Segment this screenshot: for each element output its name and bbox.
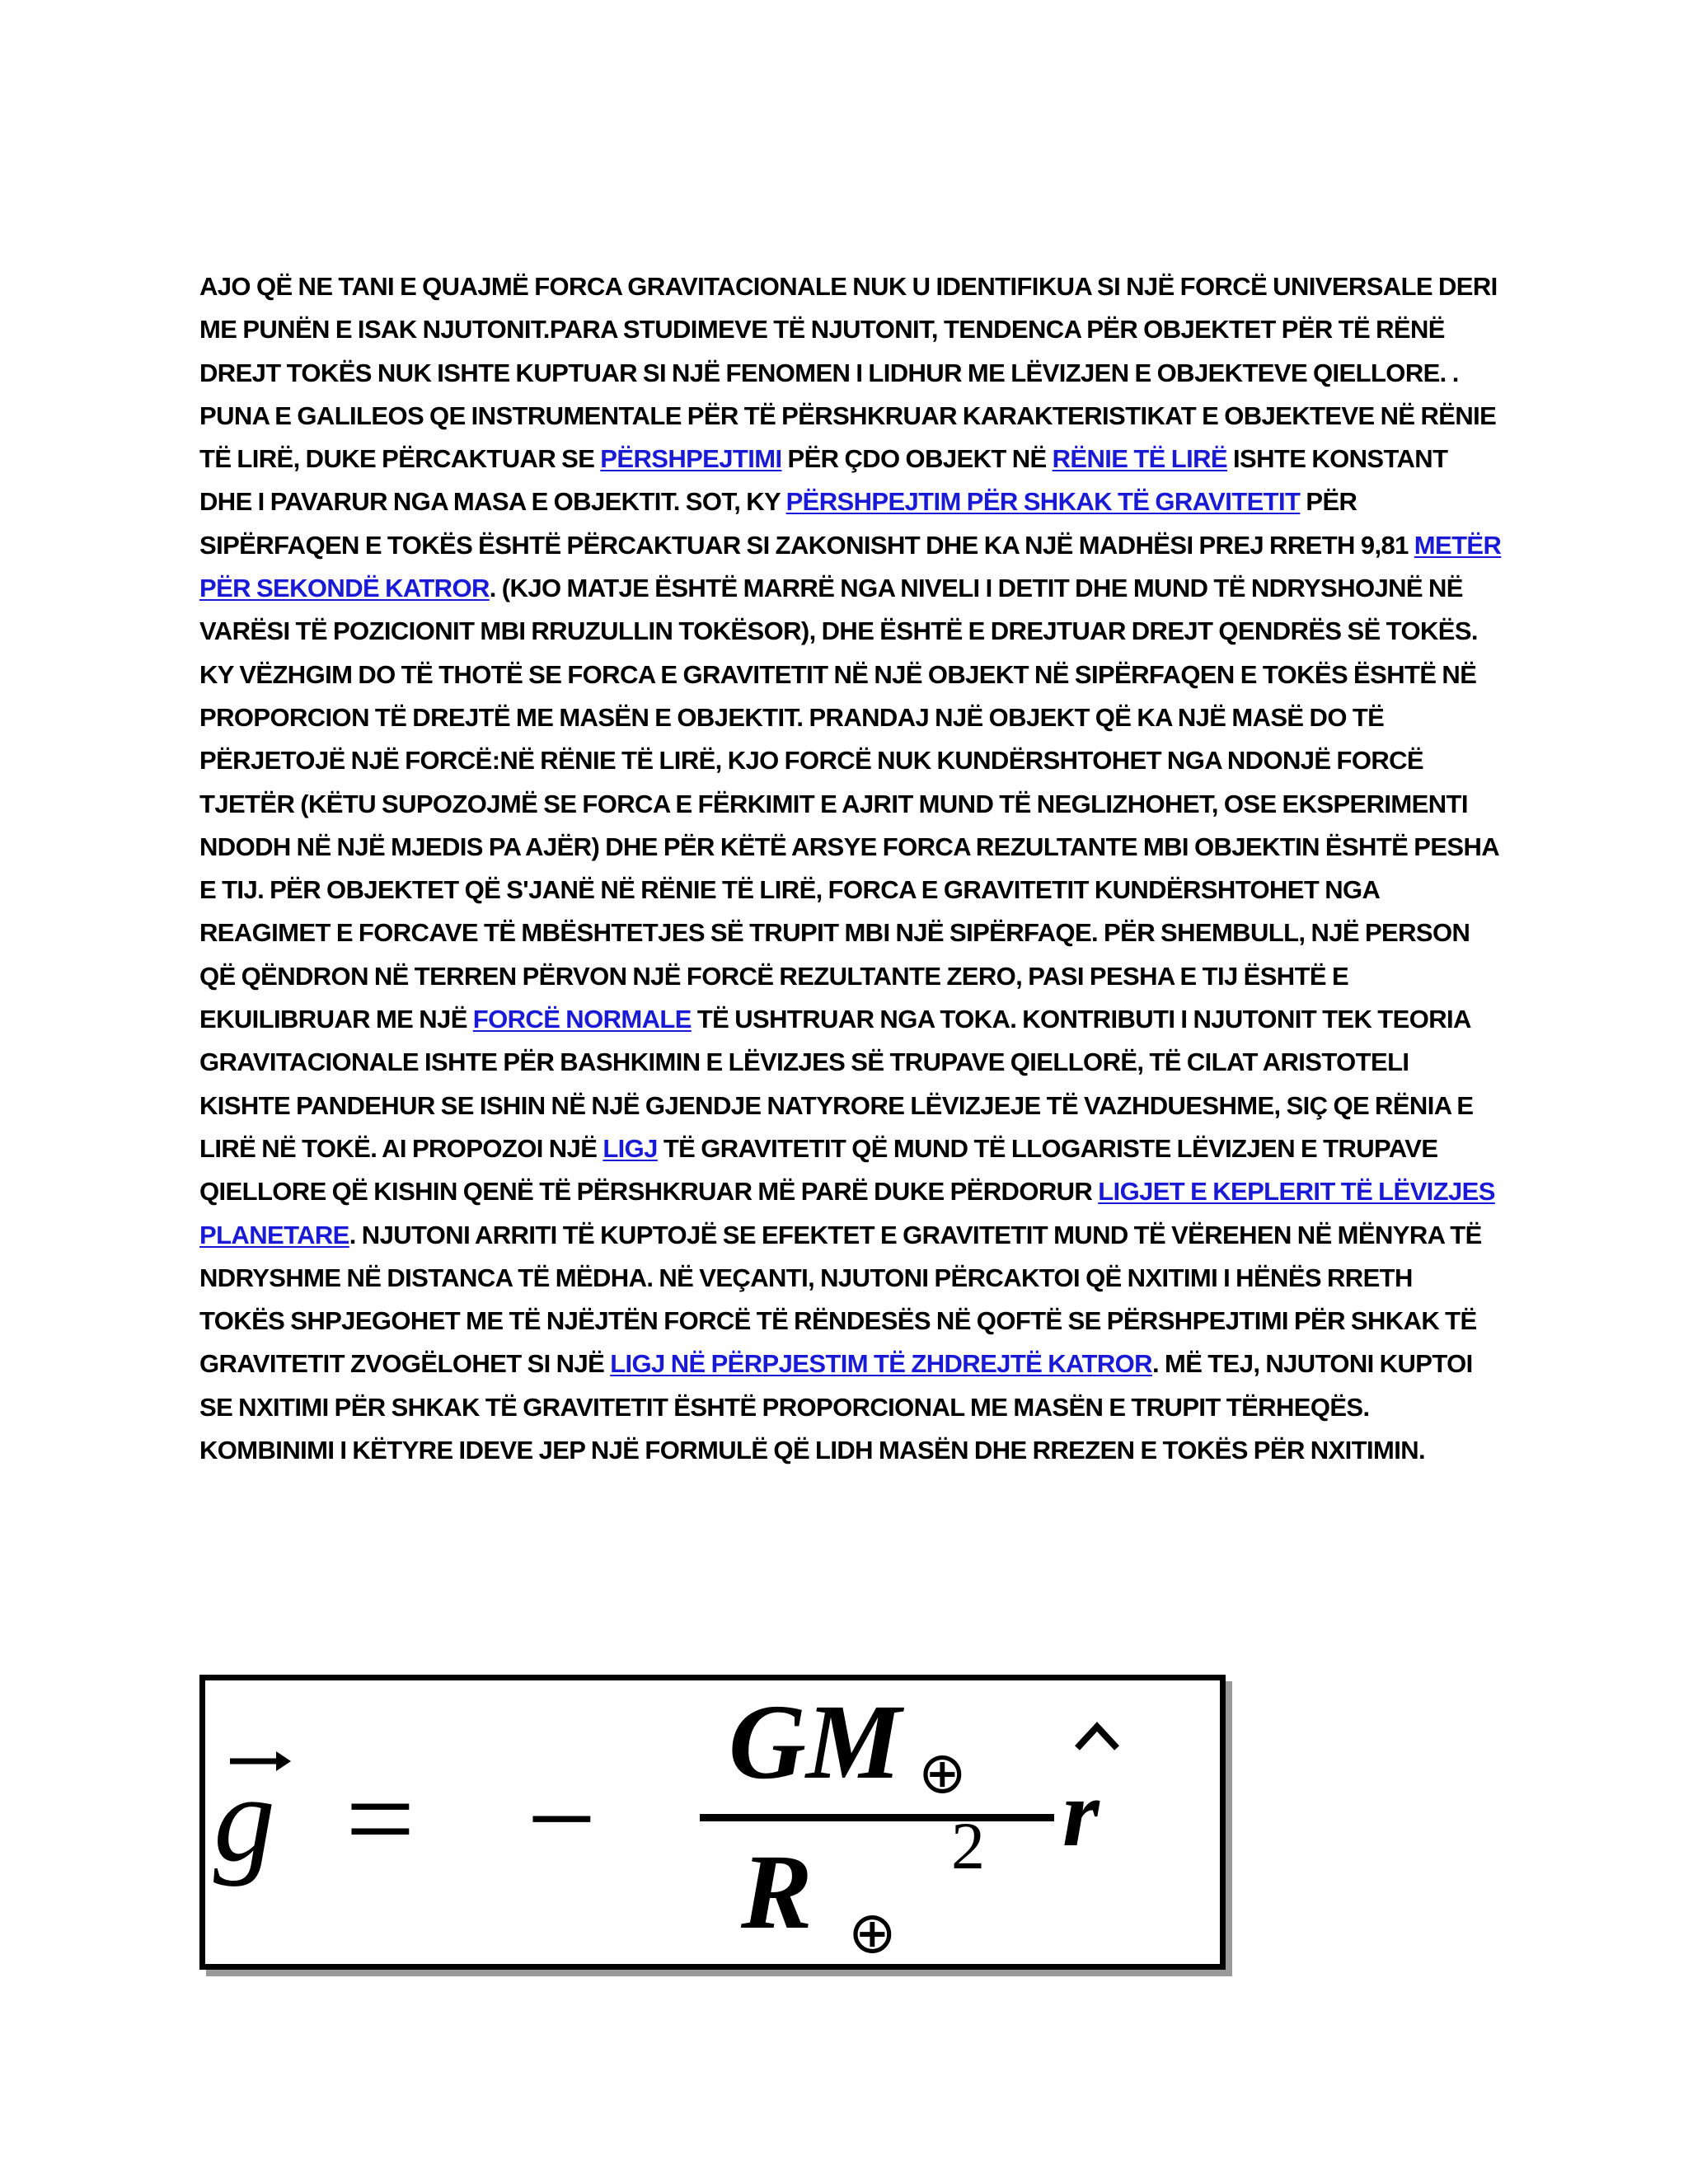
link-ligj-perpjesim-katror[interactable]: LIGJ NË PËRPJESTIM TË ZHDREJTË KATROR — [610, 1349, 1152, 1379]
formula-denominator: R — [741, 1833, 813, 1952]
text-segment: AJO QË NE TANI E QUAJMË FORCA GRAVITACIONALE NUK U IDENTIFIKUA SI NJË FORCË UNIVERSALE DERI ME PUNËN E ISAK NJUTONIT.PARA STUDIMEVE TË NJUTONIT, TENDENCA PËR OBJEKTET PËR TË RËNË DREJT TOKËS NUK ISHTE KUPTUAR SI NJË FENOMEN I LIDHUR ME LËVIZJEN E OBJEKTEVE QIELLORE. . PUNA E GALILEOS QE INSTRUMENTALE PËR TË PËRSHKRUAR KARAKTERISTIKAT E OBJEKTEVE NË RËNIE TË LIRË, DUKE PËRCAKTUAR SE — [199, 272, 1498, 474]
earth-symbol-icon: ⊕ — [848, 1902, 897, 1964]
text-segment: . MË TEJ, NJUTONI KUPTOI SE NXITIMI PËR SHKAK TË GRAVITETIT ËSHTË PROPORCIONAL ME MASËN E TRUPIT TËRHEQËS. KOMBINIMI I KËTYRE IDEVE JEP NJË FORMULË QË LIDH MASËN DHE RREZEN E TOKËS PËR NXITIMIN. — [199, 1349, 1473, 1465]
text-segment: PËR ÇDO OBJEKT NË — [781, 444, 1053, 474]
formula-g: g — [213, 1750, 275, 1887]
link-force-normale[interactable]: FORCË NORMALE — [472, 1005, 692, 1034]
link-pershpejtim-graviteti[interactable]: PËRSHPEJTIM PËR SHKAK TË GRAVITETIT — [785, 487, 1301, 517]
link-pershpejtimi[interactable]: PËRSHPEJTIMI — [600, 444, 782, 474]
hat-icon — [1077, 1727, 1117, 1748]
link-ligjet-e-keplerit[interactable]: LIGJET E KEPLERIT TË LËVIZJES PLANETARE — [199, 1177, 1495, 1249]
formula-minus: − — [527, 1750, 597, 1887]
body-paragraph — [199, 265, 1502, 1472]
text-segment: TË USHTRUAR NGA TOKA. KONTRIBUTI I NJUTONIT TEK TEORIA GRAVITACIONALE ISHTE PËR BASHKIMIN E LËVIZJES SË TRUPAVE QIELLORË, TË CILAT ARISTOTELI KISHTE PANDEHUR SE ISHIN NË NJË GJENDJE NATYRORE LËVIZJEJE TË VAZHDUESHME, SIÇ QE RËNIA E LIRË NË TOKË. AI PROPOZOI NJË — [199, 1005, 1474, 1163]
formula-exponent: 2 — [951, 1808, 985, 1883]
formula-equals: = — [345, 1750, 415, 1887]
text-segment: TË GRAVITETIT QË MUND TË LLOGARISTE LËVIZJEN E TRUPAVE QIELLORE QË KISHIN QENË TË PËRSHKRUAR MË PARË DUKE PËRDORUR — [199, 1133, 1438, 1207]
link-meter-per-sekonde-katror[interactable]: METËR PËR SEKONDË KATROR — [199, 530, 1502, 603]
earth-symbol-icon: ⊕ — [918, 1742, 967, 1806]
link-ligj[interactable]: LIGJ — [603, 1133, 658, 1163]
text-segment: . NJUTONI ARRITI TË KUPTOJË SE EFEKTET E GRAVITETIT MUND TË VËREHEN NË MËNYRA TË NDRYSHME NË DISTANCA TË MËDHA. NË VEÇANTI, NJUTONI PËRCAKTOI QË NXITIMI I HËNËS RRETH TOKËS SHPJEGOHET ME TË NJËJTËN FORCË TË RËNDESËS NË QOFTË SE PËRSHPEJTIMI PËR SHKAK TË GRAVITETIT ZVOGËLOHET SI NJË — [199, 1220, 1482, 1379]
text-segment: . (KJO MATJE ËSHTË MARRË NGA NIVELI I DETIT DHE MUND TË NDRYSHOJNË NË VARËSI TË POZICIONIT MBI RRUZULLIN TOKËSOR), DHE ËSHTË E DREJTUAR DREJT QENDRËS SË TOKËS. KY VËZHGIM DO TË THOTË SE FORCA E GRAVITETIT NË NJË OBJEKT NË SIPËRFAQEN E TOKËS ËSHTË NË PROPORCION TË DREJTË ME MASËN E OBJEKTIT. PRANDAJ NJË OBJEKT QË KA NJË MASË DO TË PËRJETOJË NJË FORCË:NË RËNIE TË LIRË, KJO FORCË NUK KUNDËRSHTOHET NGA NDONJË FORCË TJETËR (KËTU SUPOZOJMË SE FORCA E FËRKIMIT E AJRIT MUND TË NEGLIZHOHET, OSE EKSPERIMENTI NDODH NË NJË MJEDIS PA AJËR) DHE PËR KËTË ARSYE FORCA REZULTANTE MBI OBJEKTIN ËSHTË PESHA E TIJ. PËR OBJEKTET QË S'JANË NË RËNIE TË LIRË, FORCA E GRAVITETIT KUNDËRSHTOHET NGA REAGIMET E FORCAVE TË MBËSHTETJES SË TRUPIT MBI NJË SIPËRFAQE. PËR SHEMBULL, NJË PERSON QË QËNDRON NË TERREN PËRVON NJË FORCË REZULTANTE ZERO, PASI PESHA E TIJ ËSHTË E EKUILIBRUAR ME NJË — [199, 574, 1498, 1034]
gravity-formula-image — [199, 1675, 1226, 1970]
formula-r: r — [1062, 1761, 1100, 1866]
gravity-formula — [205, 1680, 1220, 1964]
text-segment: PËR SIPËRFAQEN E TOKËS ËSHTË PËRCAKTUAR SI ZAKONISHT DHE KA NJË MADHËSI PREJ RRETH 9,81 — [199, 487, 1414, 560]
link-renie-te-lire[interactable]: RËNIE TË LIRË — [1052, 444, 1227, 474]
text-segment: ISHTE KONSTANT DHE I PAVARUR NGA MASA E OBJEKTIT. SOT, KY — [199, 444, 1448, 517]
fraction-bar — [700, 1814, 1054, 1821]
formula-numerator: GM — [729, 1683, 902, 1802]
